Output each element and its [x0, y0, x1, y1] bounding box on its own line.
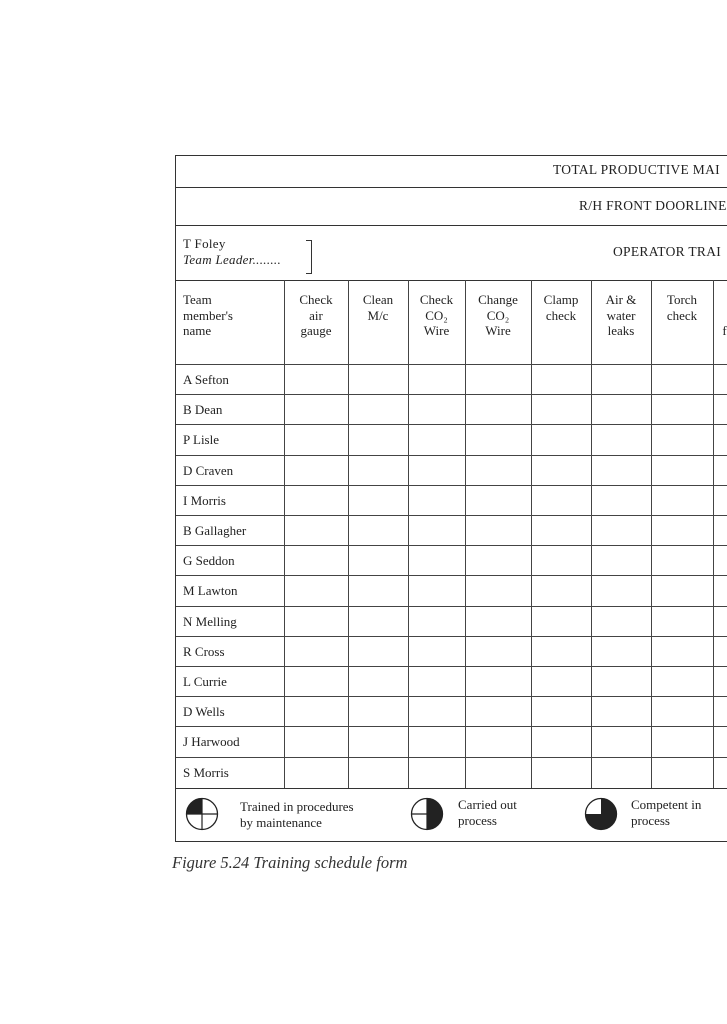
- legend-item-2-line-1: Carried out: [458, 797, 517, 812]
- column-header-line: Clamp: [543, 292, 579, 307]
- row-divider: [176, 666, 727, 667]
- column-divider: [408, 280, 409, 788]
- column-header: [591, 292, 651, 339]
- table-row-member-name: R Cross: [183, 643, 225, 659]
- column-header-line: name: [183, 323, 212, 338]
- column-header-line: gauge: [300, 323, 332, 338]
- column-header: [348, 292, 408, 323]
- column-header-line: Team: [183, 292, 212, 307]
- column-divider: [531, 280, 532, 788]
- row-divider: [176, 636, 727, 637]
- column-header-line: [713, 308, 727, 324]
- figure-caption: Figure 5.24 Training schedule form: [172, 853, 408, 872]
- row-divider: [176, 696, 727, 697]
- column-header-line: M/c: [367, 307, 389, 323]
- legend-item-1-text: [240, 799, 354, 831]
- row-divider: [176, 575, 727, 576]
- training-matrix-table: [176, 280, 727, 788]
- column-divider: [284, 280, 285, 788]
- section-title: OPERATOR TRAI: [613, 244, 722, 259]
- table-row-member-name: D Craven: [183, 462, 234, 478]
- column-header: [531, 292, 591, 323]
- row-divider: [176, 726, 727, 727]
- header-divider: [176, 364, 727, 365]
- column-header: [284, 292, 348, 339]
- column-header-line: Air &: [605, 292, 637, 307]
- form-title-band: [176, 156, 727, 188]
- column-header-line: CO₂: [486, 307, 510, 323]
- row-divider: [176, 394, 727, 395]
- table-row-member-name: J Harwood: [183, 734, 240, 750]
- column-header: [651, 292, 713, 323]
- column-divider: [651, 280, 652, 788]
- column-header-line: check: [545, 307, 577, 323]
- column-header: [465, 292, 531, 339]
- form-subtitle-band: [176, 187, 727, 226]
- row-divider: [176, 545, 727, 546]
- legend-item-2-text: [458, 797, 517, 829]
- row-divider: [176, 424, 727, 425]
- legend-item-3-line-2: process: [631, 813, 670, 828]
- table-row-member-name: S Morris: [183, 764, 229, 780]
- legend-item-2-line-2: process: [458, 813, 497, 828]
- column-header-line: Wire: [423, 323, 450, 338]
- team-leader-band: [176, 225, 727, 281]
- column-header-line: f: [722, 323, 727, 338]
- row-divider: [176, 515, 727, 516]
- column-header: [183, 292, 233, 339]
- form-title: TOTAL PRODUCTIVE MAI: [553, 162, 720, 177]
- form-subtitle: R/H FRONT DOORLINE: [579, 198, 727, 213]
- column-header-line: Check: [419, 292, 454, 307]
- column-divider: [465, 280, 466, 788]
- column-divider: [713, 280, 714, 788]
- table-row-member-name: L Currie: [183, 674, 227, 689]
- column-header-line: [713, 292, 727, 308]
- legend-item-1-line-2: by maintenance: [240, 815, 322, 830]
- legend: [176, 788, 727, 842]
- table-row-member-name: P Lisle: [183, 432, 219, 448]
- table-row-member-name: I Morris: [183, 492, 226, 508]
- column-divider: [348, 280, 349, 788]
- team-leader-name: T Foley: [183, 236, 226, 251]
- row-divider: [176, 485, 727, 486]
- table-row-member-name: A Sefton: [183, 372, 229, 387]
- quarter-filled-circle-icon: [185, 797, 219, 831]
- legend-item-1-line-1: Trained in procedures: [240, 799, 354, 814]
- table-row-member-name: G Seddon: [183, 553, 235, 569]
- training-schedule-form: [175, 155, 727, 842]
- legend-item-3-text: [631, 797, 701, 829]
- column-header-line: check: [666, 307, 698, 323]
- column-header-line: leaks: [607, 323, 635, 338]
- three-quarter-filled-circle-icon: [584, 797, 618, 831]
- table-row-member-name: N Melling: [183, 613, 237, 629]
- legend-item-3-line-1: Competent in: [631, 797, 702, 812]
- column-header-line: Check: [299, 292, 333, 307]
- column-header-line: CO₂: [425, 307, 448, 323]
- column-header-line: Wire: [485, 323, 511, 338]
- table-row-member-name: B Dean: [183, 402, 223, 418]
- column-divider: [591, 280, 592, 788]
- table-row-member-name: B Gallagher: [183, 523, 247, 538]
- column-header-line: member's: [183, 307, 233, 323]
- table-row-member-name: D Wells: [183, 704, 225, 720]
- half-filled-circle-icon: [410, 797, 444, 831]
- leader-bracket: [306, 240, 312, 274]
- column-header: [408, 292, 465, 339]
- column-header-line: Torch: [666, 292, 698, 307]
- column-header-line: Clean: [362, 292, 394, 307]
- table-row-member-name: M Lawton: [183, 583, 238, 599]
- column-header-line: Change: [478, 292, 518, 307]
- column-header: [713, 292, 727, 339]
- team-leader-title: Team Leader........: [183, 252, 282, 267]
- row-divider: [176, 455, 727, 456]
- column-header-line: air: [309, 307, 323, 323]
- column-header-line: water: [606, 307, 636, 323]
- row-divider: [176, 757, 727, 758]
- row-divider: [176, 606, 727, 607]
